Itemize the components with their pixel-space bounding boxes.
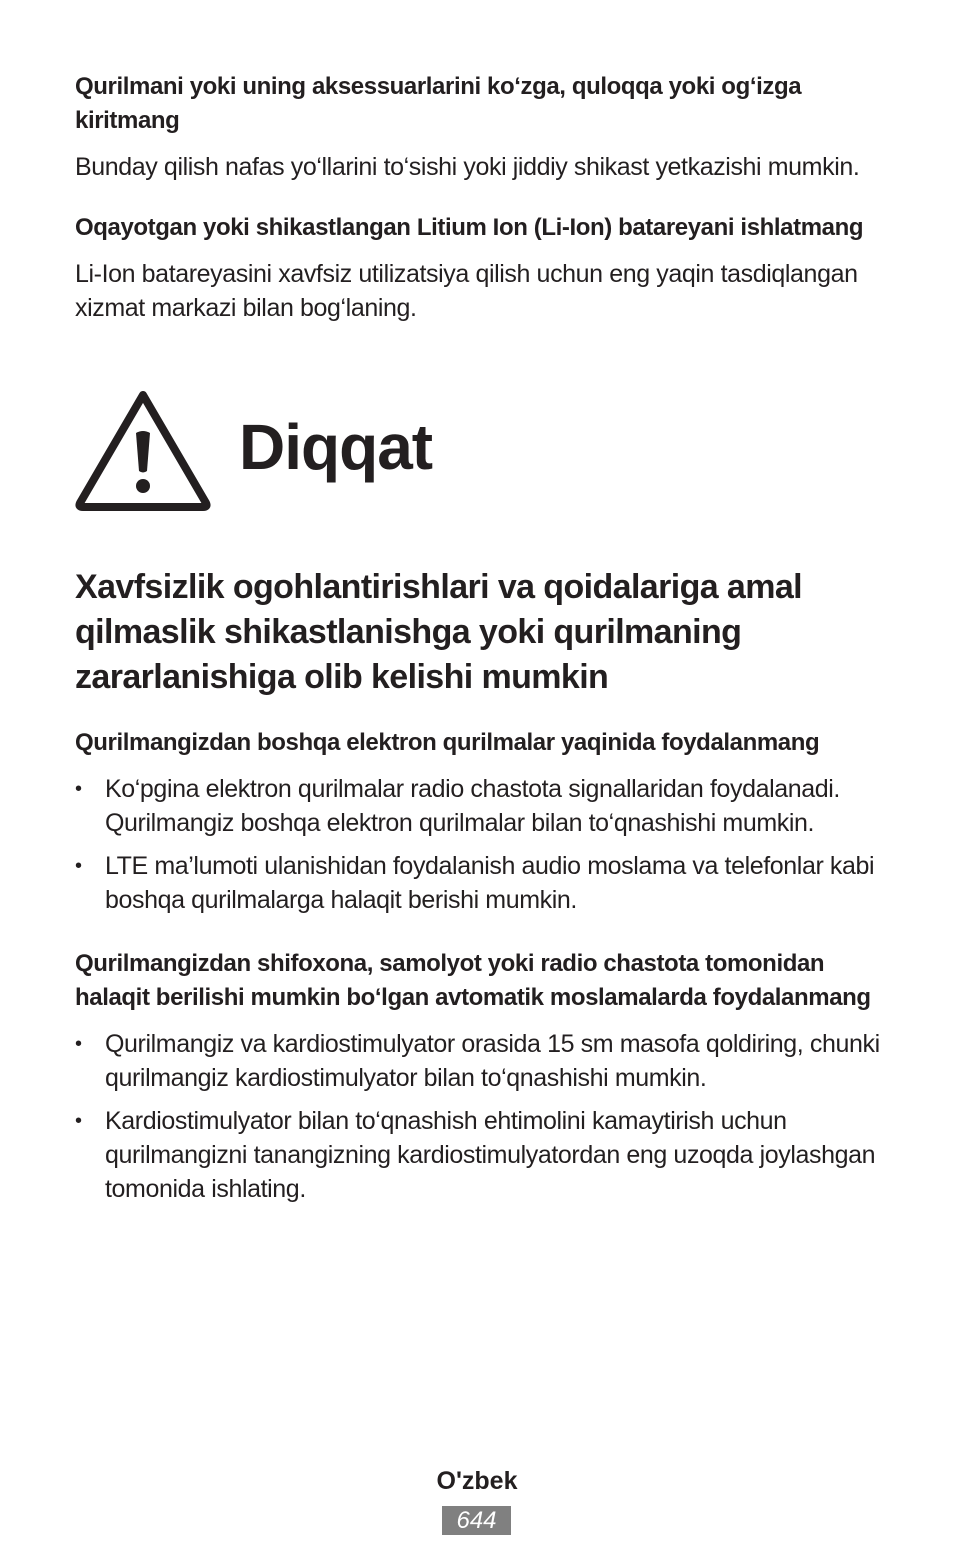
bullet-list — [75, 772, 885, 917]
section-heading: Qurilmani yoki uning aksessuarlarini ko‘zga, quloqqa yoki og‘izga kiritmang — [75, 73, 802, 134]
bullet-mark: • — [75, 1033, 82, 1055]
section-title: Xavfsizlik ogohlantirishlari va qoidalariga amal qilmaslik shikastlanishga yoki qurilmaning zararlanishiga olib kelishi mumkin — [75, 568, 803, 696]
section-body: Bunday qilish nafas yo‘llarini to‘sishi yoki jiddiy shikast yetkazishi mumkin. — [75, 153, 860, 181]
group-heading: Qurilmangizdan shifoxona, samolyot yoki radio chastota tomonidan halaqit berilishi mumkin bo‘lgan avtomatik moslamalarda foydalanmang — [75, 950, 871, 1011]
group-heading: Qurilmangizdan boshqa elektron qurilmalar yaqinida foydalanmang — [75, 729, 820, 756]
caution-title: Diqqat — [239, 411, 433, 483]
section-body: Li-Ion batareyasini xavfsiz utilizatsiya qilish uchun eng yaqin tasdiqlangan xizmat markazi bilan bog‘laning. — [75, 260, 858, 322]
bullet-mark: • — [75, 1110, 82, 1132]
page-number-badge: 644 — [442, 1506, 511, 1535]
bullet-mark: • — [75, 778, 82, 800]
list-item-text: Qurilmangiz va kardiostimulyator orasida 15 sm masofa qoldiring, chunki qurilmangiz kardiostimulyator bilan to‘qnashishi mumkin. — [105, 1030, 880, 1092]
section-battery — [75, 211, 885, 325]
bullet-list — [75, 1027, 885, 1206]
caution-banner — [75, 389, 885, 519]
list-item-text: LTE ma’lumoti ulanishidan foydalanish audio moslama va telefonlar kabi boshqa qurilmalarga halaqit berishi mumkin. — [105, 852, 875, 914]
warning-triangle-icon — [75, 389, 211, 511]
section-heading: Oqayotgan yoki shikastlangan Litium Ion (Li-Ion) batareyani ishlatmang — [75, 214, 864, 241]
list-item — [75, 1027, 885, 1095]
group-electronic-devices — [75, 726, 885, 917]
list-item — [75, 1104, 885, 1206]
group-medical-devices — [75, 947, 885, 1206]
footer-language: O'zbek — [436, 1467, 518, 1495]
section-no-insert — [75, 70, 885, 184]
list-item — [75, 772, 885, 840]
list-item-text: Ko‘pgina elektron qurilmalar radio chastota signallaridan foydalanadi. Qurilmangiz boshqa elektron qurilmalar bilan to‘qnashishi mumkin. — [105, 775, 840, 837]
list-item-text: Kardiostimulyator bilan to‘qnashish ehtimolini kamaytirish uchun qurilmangizni tanangizning kardiostimulyatordan eng uzoqda joylashgan tomonida ishlating. — [105, 1107, 876, 1203]
bullet-mark: • — [75, 855, 82, 877]
page-content — [75, 70, 885, 1215]
list-item — [75, 849, 885, 917]
